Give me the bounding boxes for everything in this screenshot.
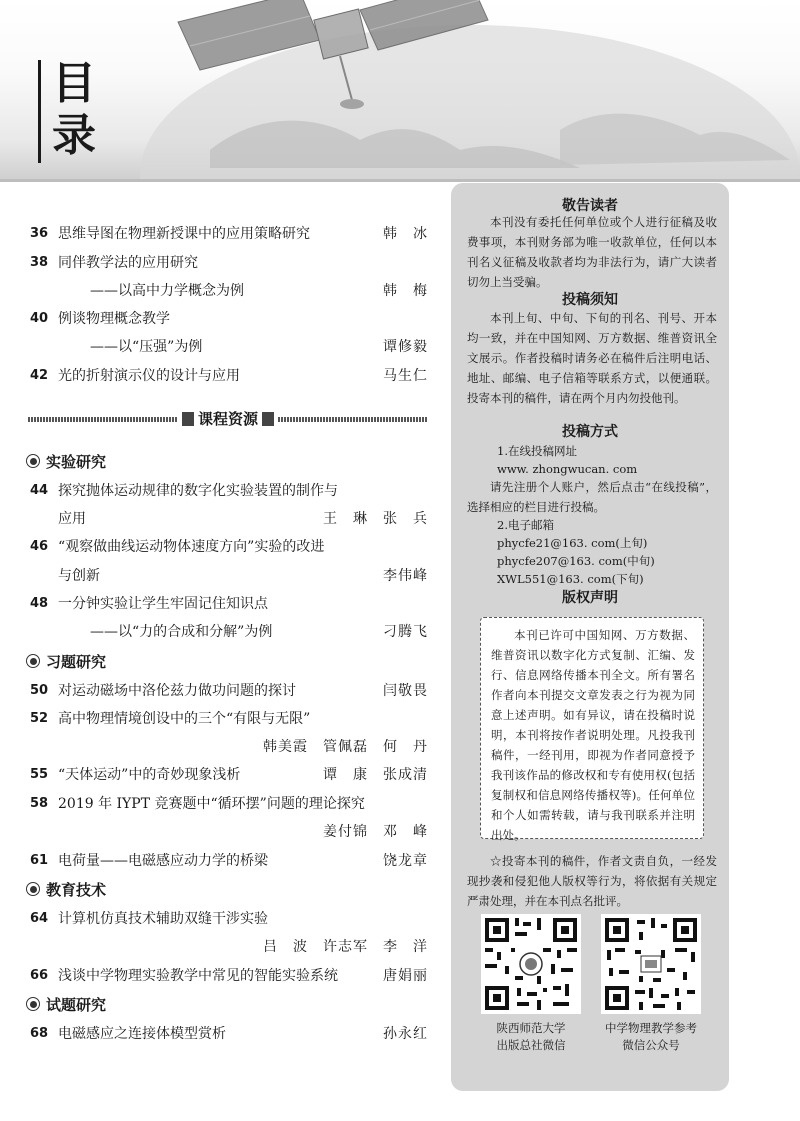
toc-entry[interactable] [30,479,428,503]
toc-entry-continued[interactable] [30,735,428,759]
toc-entry[interactable] [30,535,428,559]
page-number: 55 [30,767,49,782]
page-number: 42 [30,368,49,383]
bullet-circle-icon [26,882,40,896]
method-title: 投稿方式 [562,424,618,440]
email-link[interactable]: phycfe207@163. com(中旬) [497,554,655,568]
copyright-title: 版权声明 [562,590,618,606]
method-online-text: 请先注册个人账户，然后点击“在线投稿”，选择相应的栏目进行投稿。 [467,480,717,514]
email-link[interactable]: XWL551@163. com(下旬) [497,572,644,586]
article-author: 韩 梅 [383,283,428,299]
toc-entry-continued[interactable] [30,279,428,303]
copyright-notice-box [480,617,704,842]
toc-entry[interactable] [30,592,428,616]
article-subtitle: ——以“压强”为例 [90,339,203,355]
article-author: 饶龙章 [383,853,428,869]
copyright-text: 本刊已许可中国知网、万方数据、维普资讯以数字化方式复制、汇编、发行、信息网络传播本刊全文。所有署名作者向本刊提交文章发表之行为视为同意上述声明。如有异议，请在投稿时说明，本刊将按作者说明处理。凡投我刊稿件，一经刊用，即视为作者同意授予我刊该作品的修改权和专有使用权(包括复制权和信息网络传播权等)。任何单位和个人如需转载，请与我刊联系并注明出处。 [491,628,695,842]
page-number: 38 [30,255,49,270]
article-subtitle: ——以“力的合成和分解”为例 [90,624,273,640]
toc-entry[interactable] [30,907,428,931]
article-author: 李伟峰 [383,568,428,584]
article-author: 王 琳 张 兵 [323,511,428,527]
toc-entry[interactable] [30,1022,428,1046]
toc-entry[interactable] [30,364,428,388]
article-title-cont: 与创新 [58,568,100,584]
page-number: 50 [30,683,49,698]
qr-caption-line: 中学物理教学参考 [605,1021,697,1035]
article-title: 计算机仿真技术辅助双缝干涉实验 [58,911,268,927]
toc-entry[interactable] [30,707,428,731]
article-author: 闫敬畏 [383,683,428,699]
bullet-circle-icon [26,654,40,668]
bullet-circle-icon [26,454,40,468]
qr-caption-line: 微信公众号 [622,1038,680,1052]
page-number: 64 [30,911,49,926]
section-title: 实验研究 [46,453,107,471]
section-title: 习题研究 [46,653,107,671]
article-author: 吕 波 许志军 李 洋 [263,939,428,955]
article-author: 韩美霞 管佩磊 何 丹 [263,739,428,755]
article-subtitle: ——以高中力学概念为例 [90,283,244,299]
method-email-heading: 2.电子邮箱 [497,518,554,532]
page-title-char: 目 [52,58,96,109]
qr-caption-line: 陕西师范大学 [496,1021,566,1035]
article-title-cont: 应用 [58,511,86,527]
article-author: 孙永红 [383,1026,428,1042]
section-title: 试题研究 [46,996,107,1014]
qr-left-caption [466,1020,596,1054]
qr-right-caption [586,1020,716,1054]
article-title: 同伴教学法的应用研究 [58,255,198,271]
responsibility-note: ☆投寄本刊的稿件，作者文责自负，一经发现抄袭和侵犯他人版权等行为，将依据有关规定严肃处理，并在本刊点名批评。 [467,854,717,908]
page-number: 48 [30,596,49,611]
article-title: 探究抛体运动规律的数字化实验装置的制作与 [58,483,338,499]
article-title: “天体运动”中的奇妙现象浅析 [58,767,241,783]
submission-text: 本刊上旬、中旬、下旬的刊名、刊号、开本均一致，并在中国知网、万方数据、维普资讯全文展示。作者投稿时请务必在稿件后注明电话、地址、邮编、电子信箱等联系方式，以便通联。投寄本刊的稿件，请在两个月内勿投他刊。 [467,311,717,405]
page-number: 40 [30,311,49,326]
qr-code-right[interactable] [601,914,701,1014]
bullet-circle-icon [26,997,40,1011]
toc-entry[interactable] [30,251,428,275]
toc-entry[interactable] [30,792,428,816]
article-title: 2019 年 IYPT 竞赛题中“循环摆”问题的理论探究 [58,796,365,812]
section-heading [26,450,106,474]
section-title: 教育技术 [46,881,107,899]
toc-entry-continued[interactable] [30,820,428,844]
article-title: 对运动磁场中洛伦兹力做功问题的探讨 [58,683,296,699]
article-title: 例谈物理概念教学 [58,311,170,327]
article-title: 光的折射演示仪的设计与应用 [58,368,240,384]
article-title: 高中物理情境创设中的三个“有限与无限” [58,711,311,727]
article-author: 刁腾飞 [383,624,428,640]
toc-entry-continued[interactable] [30,620,428,644]
toc-entry-continued[interactable] [30,507,428,531]
toc-entry[interactable] [30,849,428,873]
article-author: 马生仁 [383,368,428,384]
article-author: 唐娟丽 [383,968,428,984]
page-number: 44 [30,483,49,498]
article-author: 谭修毅 [383,339,428,355]
article-author: 姜付锦 邓 峰 [323,824,428,840]
page-number: 52 [30,711,49,726]
article-author: 谭 康 张成清 [323,767,428,783]
page-number: 58 [30,796,49,811]
toc-entry[interactable] [30,763,428,787]
toc-entry-continued[interactable] [30,935,428,959]
method-online-heading: 1.在线投稿网址 [497,444,577,458]
article-title: 一分钟实验让学生牢固记住知识点 [58,596,268,612]
article-title: 电荷量——电磁感应动力学的桥梁 [58,853,268,869]
toc-entry-continued[interactable] [30,335,428,359]
qr-caption-line: 出版总社微信 [496,1038,566,1052]
warning-text: 本刊没有委托任何单位或个人进行征稿及收费事项，本刊财务部为唯一收款单位，任何以本刊名义征稿及收款者均为非法行为，请广大读者切勿上当受骗。 [467,215,717,289]
toc-entry[interactable] [30,964,428,988]
article-title: 思维导图在物理新授课中的应用策略研究 [58,226,310,242]
page-number: 68 [30,1026,49,1041]
page-number: 46 [30,539,49,554]
toc-entry[interactable] [30,307,428,331]
article-title: “观察做曲线运动物体速度方向”实验的改进 [58,539,325,555]
qr-code-icon [481,914,581,1014]
toc-entry[interactable] [30,222,428,246]
article-title: 电磁感应之连接体模型赏析 [58,1026,226,1042]
section-heading [26,878,106,902]
article-title: 浅谈中学物理实验教学中常见的智能实验系统 [58,968,338,984]
section-heading [26,993,106,1017]
page-number: 66 [30,968,49,983]
section-heading [26,650,106,674]
page-number: 36 [30,226,49,241]
warning-title: 敬告读者 [562,198,618,214]
toc-entry[interactable] [30,679,428,703]
page-number: 61 [30,853,49,868]
page-title-char: 录 [52,110,96,161]
qr-code-left[interactable] [481,914,581,1014]
qr-code-icon [601,914,701,1014]
section-banner [28,408,428,430]
submission-website-link[interactable]: www. zhongwucan. com [497,462,638,476]
banner-title: 课程资源 [197,410,258,428]
article-author: 韩 冰 [383,226,428,242]
email-link[interactable]: phycfe21@163. com(上旬) [497,536,648,550]
submission-title: 投稿须知 [562,292,618,308]
toc-entry-continued[interactable] [30,564,428,588]
